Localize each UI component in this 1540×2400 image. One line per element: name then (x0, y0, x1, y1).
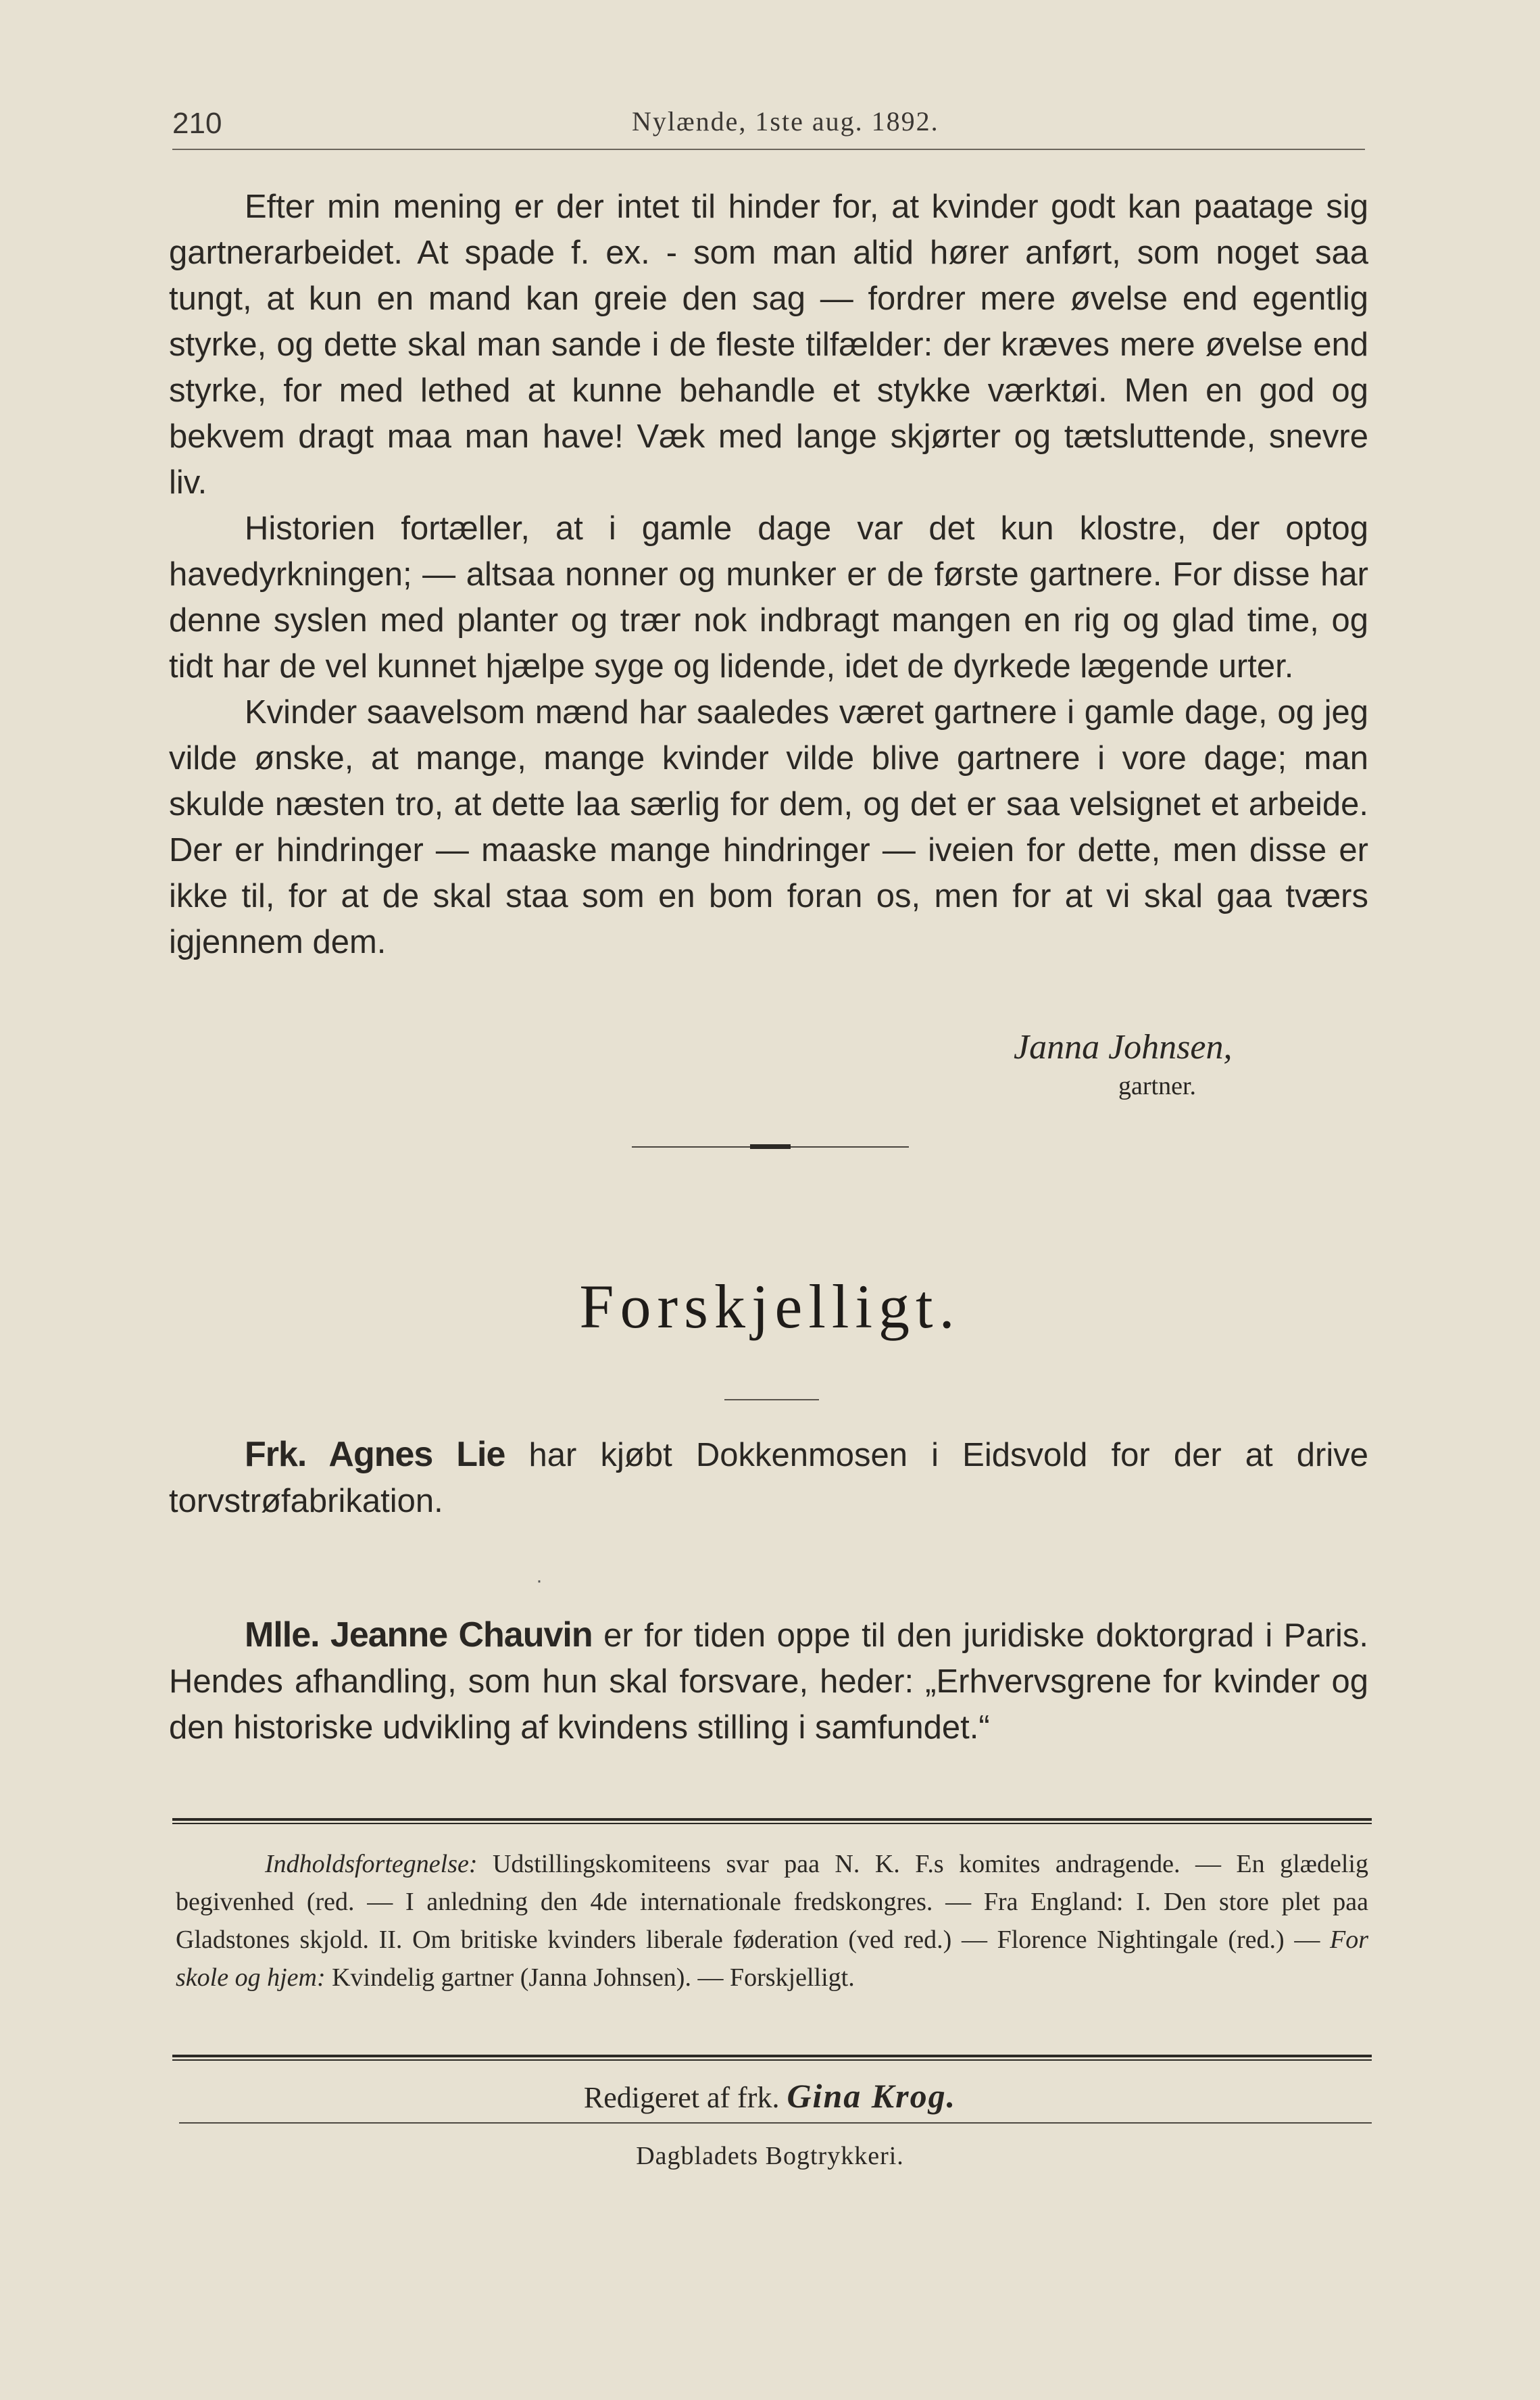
editor-name: Gina Krog. (787, 2077, 957, 2115)
notice-item (169, 1431, 1368, 1524)
editor-credit (0, 2076, 1540, 2115)
contents-top-rule (172, 1818, 1372, 1824)
header-title: Nylænde, 1ste aug. 1892. (632, 106, 939, 137)
separator-dot: · (536, 1569, 543, 1592)
article-paragraph: Efter min mening er der intet til hinder for, at kvinder godt kan paatage sig gartnerarbeidet. At spade f. ex. - som man altid hører anført, som noget saa tungt, at kun en mand kan greie den sag — fordrer mere øvelse end egentlig styrke, og dette skal man sande i de fleste tilfælder: der kræves mere øvelse end styrke, for med lethed at kunne behandle et stykke værktøi. Men en god og bekvem dragt maa man have! Væk med lange skjørter og tætsluttende, snevre liv. (169, 189, 1368, 501)
contents-entries: Udstillingskomiteens svar paa N. K. F.s komites andragende. — En glædelig begivenhed (red. — I anledning den 4de internationale fredskongres. — Fra England: I. Den store plet paa Gladstones skjold. II. Om britiske kvinders liberale føderation (ved red.) — Florence Nightingale (red.) — (176, 1850, 1368, 1954)
table-of-contents (176, 1845, 1368, 1997)
section-heading: Forskjelligt. (579, 1272, 961, 1341)
divider-center-mark (750, 1144, 791, 1149)
contents-bottom-rule (172, 2055, 1372, 2061)
footer-rule (179, 2122, 1372, 2124)
notice-text: har kjøbt Dokkenmosen i Eidsvold for der at drive torvstrøfabrikation. (169, 1437, 1368, 1519)
editor-prefix: Redigeret af frk. (583, 2081, 787, 2114)
contents-section-label: For skole og hjem: (176, 1926, 1368, 1992)
notice-name: Frk. Agnes Lie (245, 1435, 505, 1474)
author-role: gartner. (1118, 1072, 1197, 1100)
notice-item (169, 1612, 1368, 1750)
author-signature: Janna Johnsen, (1014, 1028, 1233, 1067)
article-paragraph: Kvinder saavelsom mænd har saaledes været gartnere i gamle dage, og jeg vilde ønske, at mange, mange kvinder vilde blive gartnere i vore dage; man skulde næsten tro, at dette laa særlig for dem, og det er saa velsignet et arbeide. Der er hindringer — maaske mange hindringer — iveien for dette, men disse er ikke til, for at de skal staa som en bom foran os, men for at vi skal gaa tværs igjennem dem. (169, 694, 1368, 960)
article-paragraph: Historien fortæller, at i gamle dage var det kun klostre, der optog havedyrkningen; — altsaa nonner og munker er de første gartnere. For disse har denne syslen med planter og trær nok indbragt mangen en rig og glad time, og tidt har de vel kunnet hjælpe syge og lidende, idet de dyrkede lægende urter. (169, 510, 1368, 685)
heading-rule (724, 1399, 819, 1400)
printer-credit: Dagbladets Bogtrykkeri. (636, 2142, 904, 2170)
contents-entries-end: Kvindelig gartner (Janna Johnsen). — Forskjelligt. (325, 1963, 855, 1992)
notice-text: er for tiden oppe til den juridiske doktorgrad i Paris. Hendes afhandling, som hun skal forsvare, heder: „Erhvervsgrene for kvinder og den historiske udvikling af kvindens stilling i samfundet.“ (169, 1617, 1368, 1746)
contents-label: Indholdsfortegnelse: (265, 1850, 478, 1878)
section-divider-ornament (632, 1144, 909, 1150)
running-head (172, 100, 1365, 142)
header-rule (172, 149, 1365, 150)
notice-name: Mlle. Jeanne Chauvin (245, 1615, 593, 1655)
article-body (169, 184, 1368, 965)
page-number: 210 (172, 107, 222, 140)
